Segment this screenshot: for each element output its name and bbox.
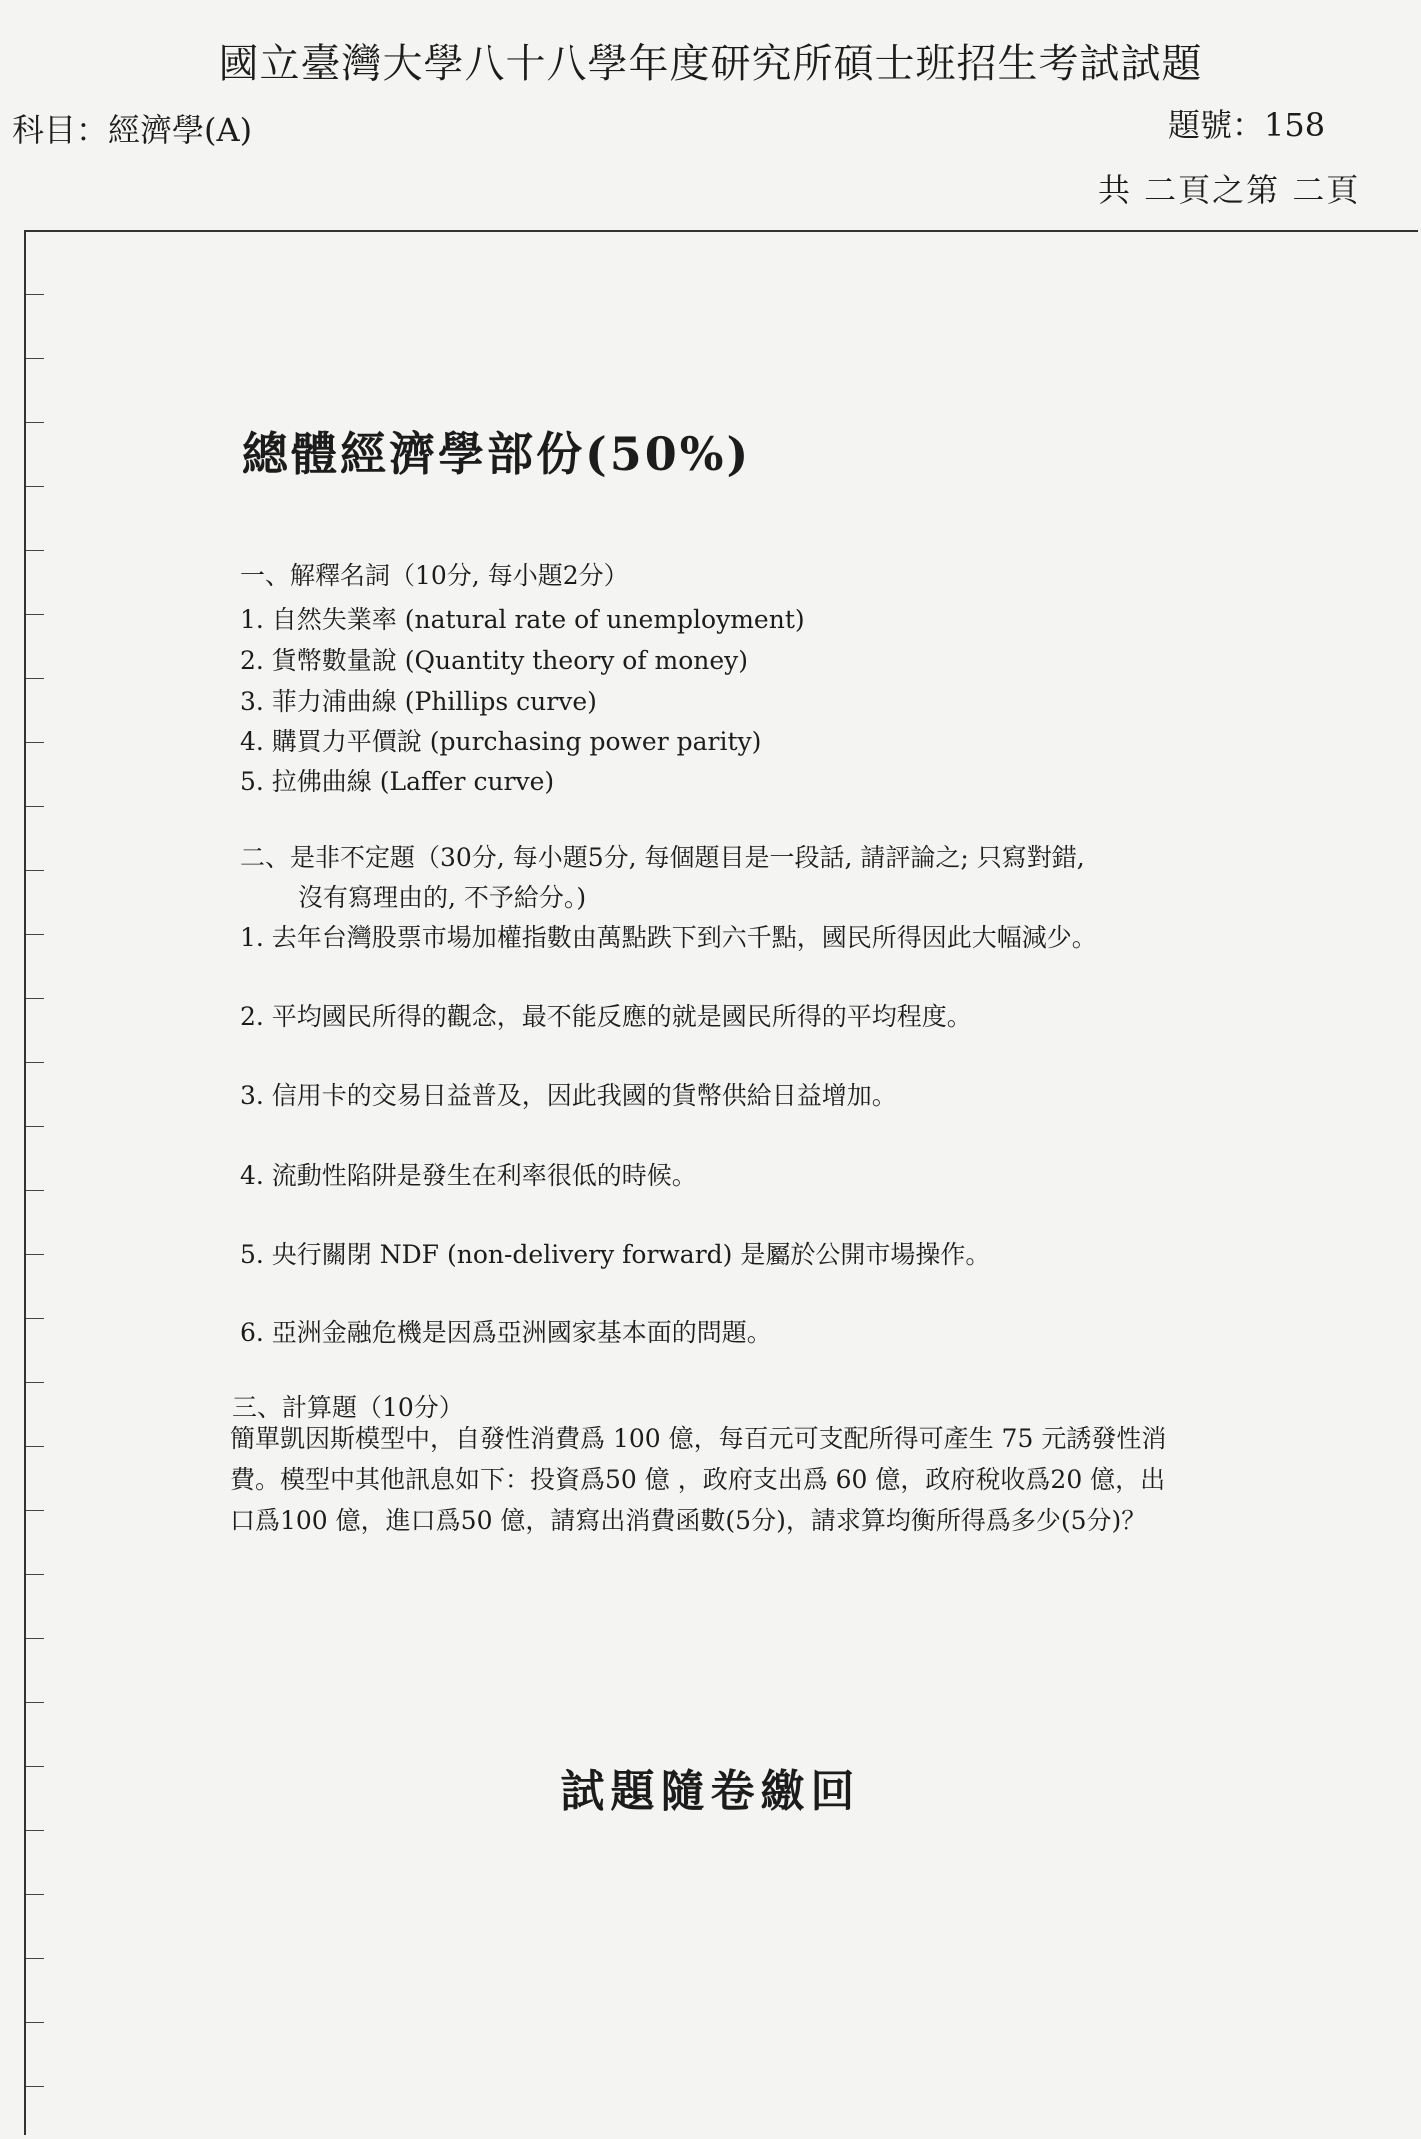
part2-item: 3. 信用卡的交易日益普及，因此我國的貨幣供給日益增加。 [240, 1081, 897, 1110]
exam-header-title: 國立臺灣大學八十八學年度研究所碩士班招生考試試題 [218, 41, 1203, 87]
frame-tick [26, 1958, 44, 1959]
part2-item: 4. 流動性陷阱是發生在利率很低的時候。 [240, 1161, 697, 1190]
frame-tick [26, 1510, 44, 1511]
part2-item: 1. 去年台灣股票市場加權指數由萬點跌下到六千點，國民所得因此大幅減少。 [240, 923, 1097, 952]
part1-item: 3. 菲力浦曲線 (Phillips curve) [240, 687, 597, 716]
part2-item: 5. 央行關閉 NDF (non-delivery forward) 是屬於公開市場操作。 [240, 1240, 991, 1269]
subject-label: 科目：經濟學(A) [12, 111, 253, 149]
frame-tick [26, 2086, 44, 2087]
frame-tick [26, 422, 44, 423]
frame-tick [26, 1894, 44, 1895]
frame-tick [26, 358, 44, 359]
part2-item: 6. 亞洲金融危機是因爲亞洲國家基本面的問題。 [240, 1318, 772, 1347]
frame-tick [26, 678, 44, 679]
page-info: 共 二頁之第 二頁 [1098, 171, 1361, 209]
frame-tick [26, 1830, 44, 1831]
part1-item: 5. 拉佛曲線 (Laffer curve) [240, 767, 555, 796]
part1-item: 1. 自然失業率 (natural rate of unemployment) [240, 605, 805, 634]
part1-item: 4. 購買力平價說 (purchasing power parity) [240, 727, 762, 756]
frame-tick [26, 294, 44, 295]
frame-tick [26, 806, 44, 807]
frame-tick [26, 998, 44, 999]
frame-tick [26, 742, 44, 743]
frame-tick [26, 1126, 44, 1127]
frame-tick [26, 1638, 44, 1639]
frame-tick [26, 1702, 44, 1703]
part2-heading-cont: 沒有寫理由的, 不予給分。) [298, 883, 587, 912]
answer-frame [24, 230, 1418, 2135]
frame-tick [26, 1254, 44, 1255]
frame-tick [26, 1382, 44, 1383]
frame-tick [26, 486, 44, 487]
footer-note: 試題隨卷繳回 [560, 1766, 861, 1817]
part2-item: 2. 平均國民所得的觀念，最不能反應的就是國民所得的平均程度。 [240, 1002, 972, 1031]
question-number: 題號：158 [1168, 106, 1326, 144]
frame-tick [26, 614, 44, 615]
frame-tick [26, 1318, 44, 1319]
frame-tick [26, 1574, 44, 1575]
frame-tick [26, 550, 44, 551]
part2-heading: 二、是非不定題（30分, 每小題5分, 每個題目是一段話, 請評論之; 只寫對錯, [240, 843, 1085, 872]
frame-tick [26, 1446, 44, 1447]
frame-tick [26, 1190, 44, 1191]
frame-tick [26, 870, 44, 871]
part1-heading: 一、解釋名詞（10分, 每小題2分） [240, 561, 629, 590]
frame-tick [26, 934, 44, 935]
frame-tick [26, 2022, 44, 2023]
section-title: 總體經濟學部份(50%) [242, 427, 752, 481]
frame-tick [26, 1062, 44, 1063]
part1-item: 2. 貨幣數量說 (Quantity theory of money) [240, 646, 749, 675]
part3-heading: 三、計算題（10分） [232, 1393, 464, 1422]
part3-body: 簡單凱因斯模型中，自發性消費爲 100 億，每百元可支配所得可產生 75 元誘發性消費。模型中其他訊息如下：投資爲50 億 ，政府支出爲 60 億，政府稅收爲20 億，出口爲100 億，進口爲50 億，請寫出消費函數(5分)，請求算均衡所得爲多少(5分)？ [230, 1424, 1167, 1535]
